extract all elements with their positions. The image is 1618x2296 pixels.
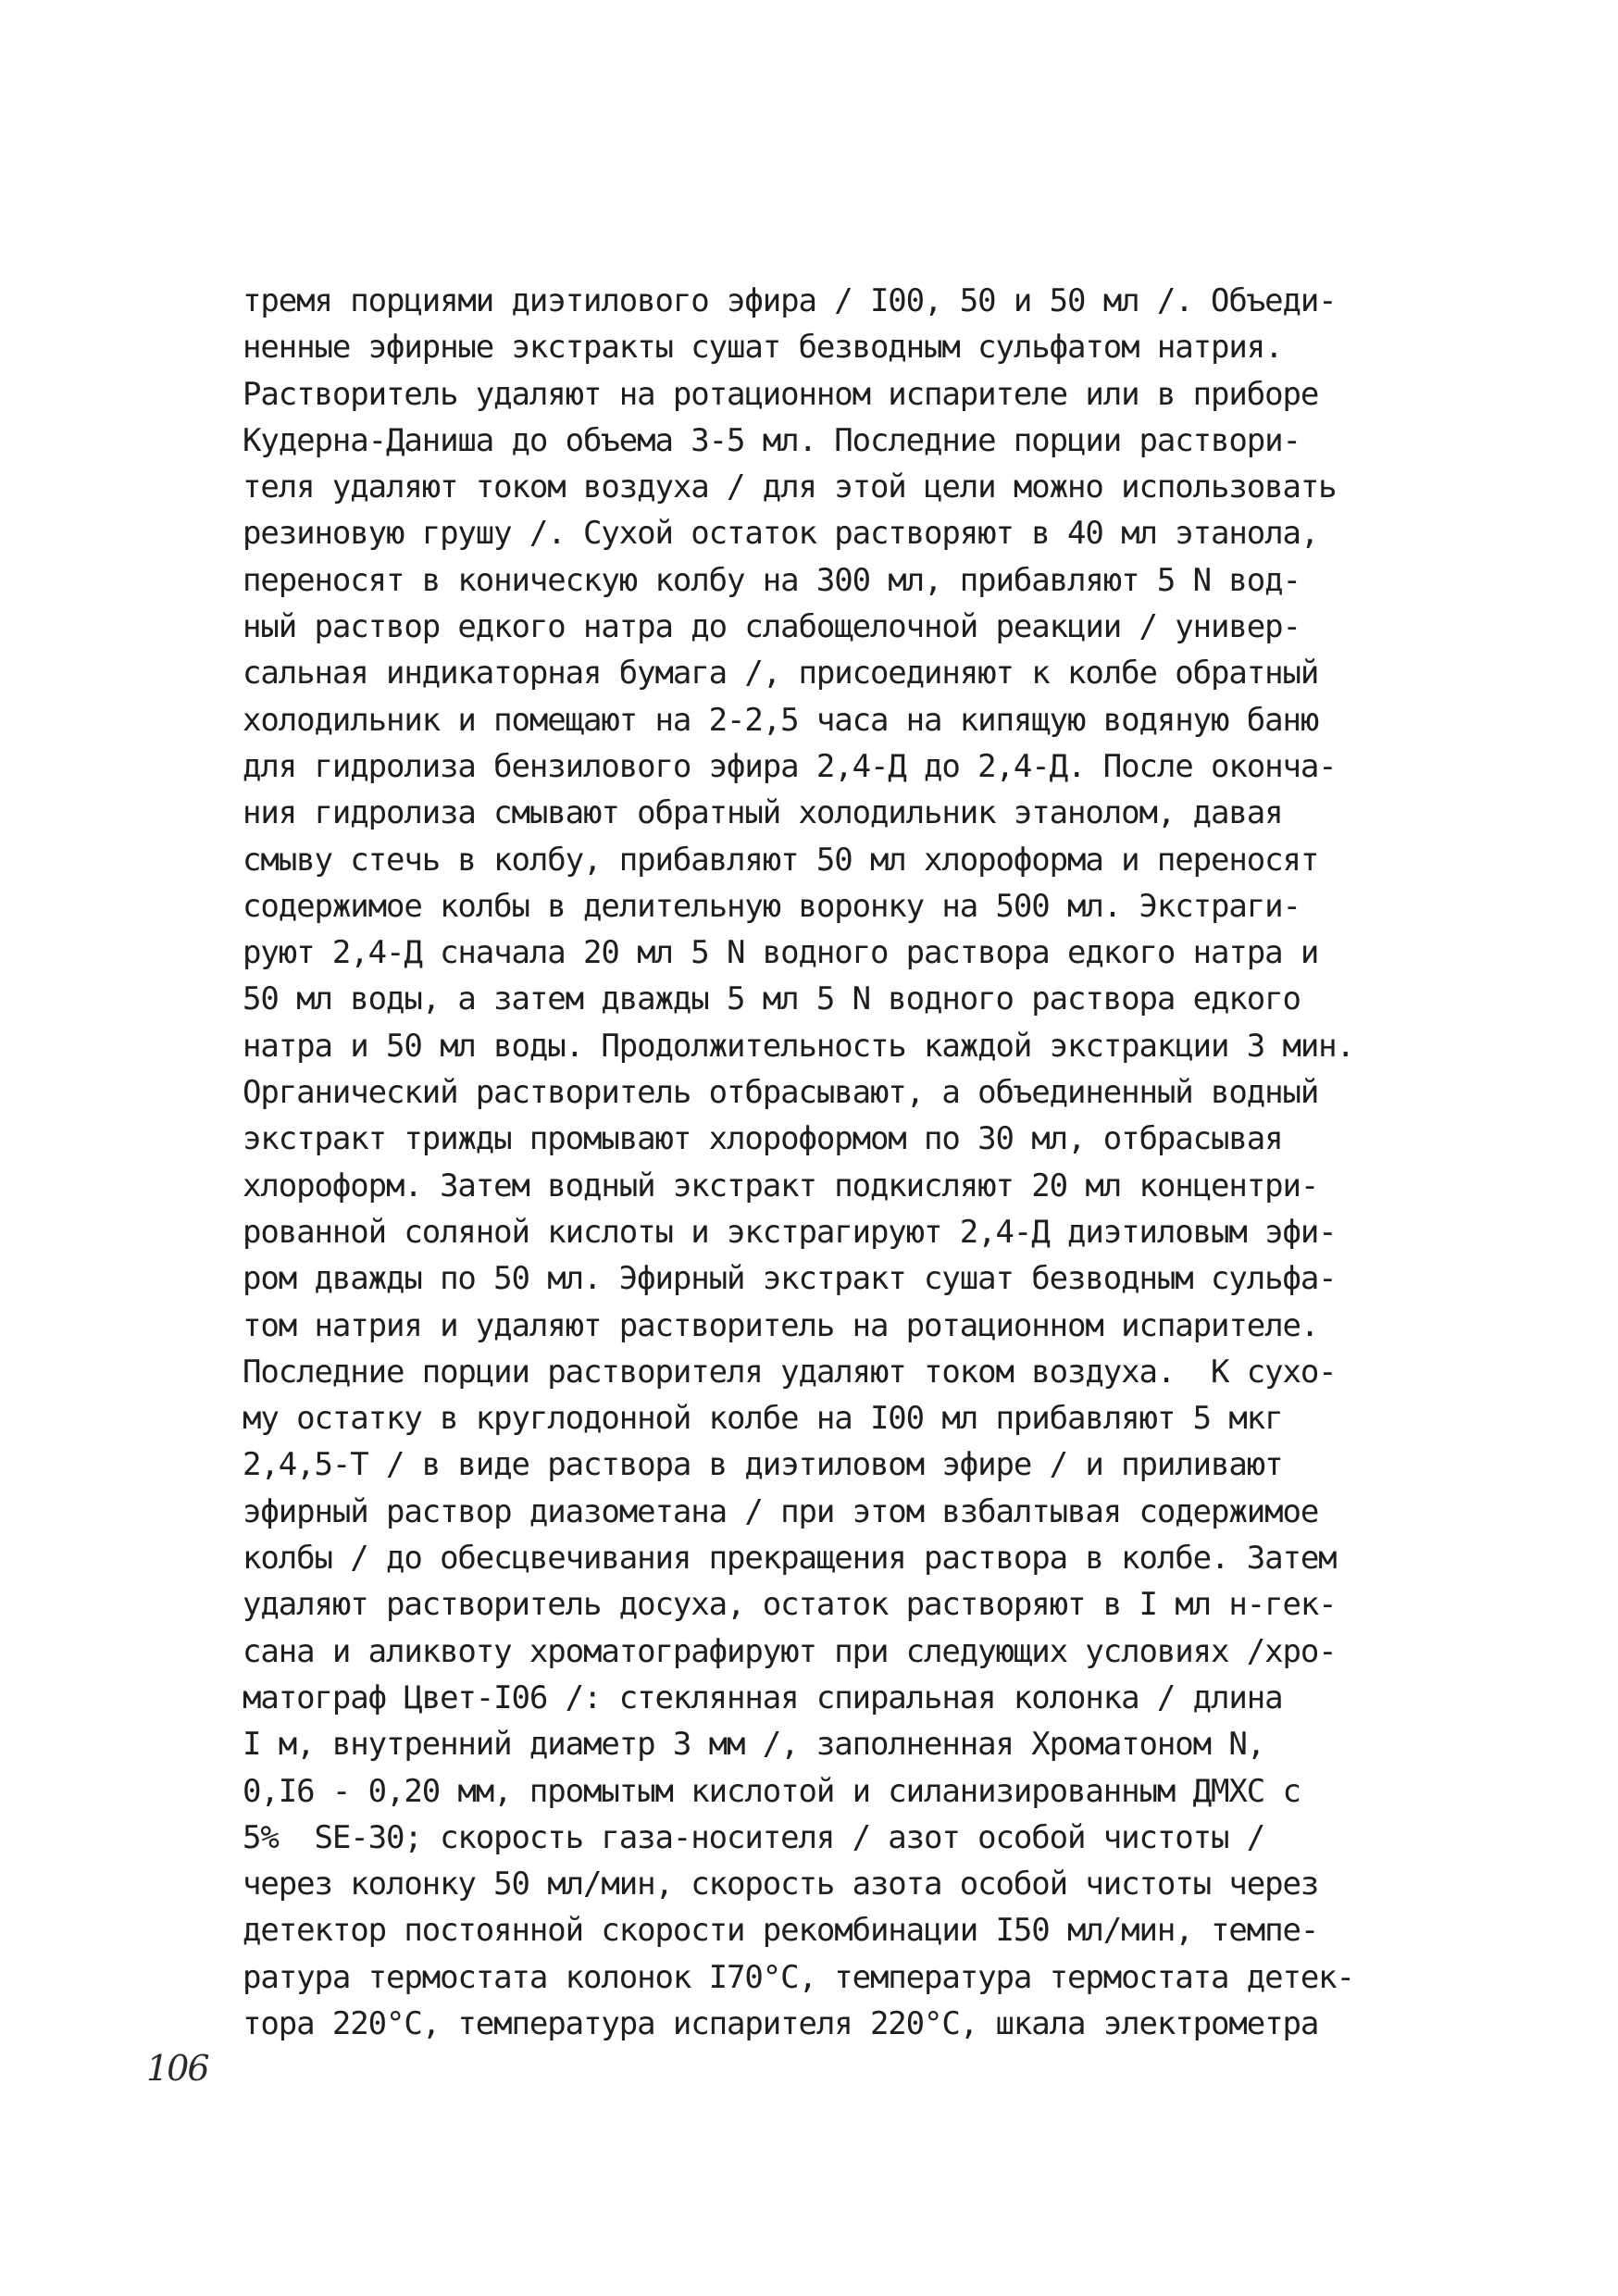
text-line: ратура термостата колонок I70°С, температура термостата детек- — [243, 1958, 1354, 1996]
text-line: тора 220°С, температура испарителя 220°С, шкала электрометра — [243, 2004, 1319, 2042]
text-line: через колонку 50 мл/мин, скорость азота особой чистоты через — [243, 1866, 1319, 1903]
text-line: рованной соляной кислоты и экстрагируют 2,4-Д диэтиловым эфи- — [243, 1213, 1337, 1251]
text-line: удаляют растворитель досуха, остаток растворяют в I мл н-гек- — [243, 1586, 1337, 1624]
text-line: 5% SE-30; скорость газа-носителя / азот особой чистоты / — [243, 1818, 1265, 1856]
text-line: для гидролиза бензилового эфира 2,4-Д до 2,4-Д. После оконча- — [243, 747, 1337, 785]
body-text — [243, 278, 1455, 2047]
text-line: сана и аликвоту хроматографируют при следующих условиях /хро- — [243, 1632, 1337, 1670]
text-line: I м, внутренний диаметр 3 мм /, заполненная Хроматоном N, — [243, 1726, 1265, 1764]
text-line: ненные эфирные экстракты сушат безводным сульфатом натрия. — [243, 329, 1283, 367]
text-line: теля удаляют током воздуха / для этой цели можно использовать — [243, 468, 1337, 506]
text-line: ром дважды по 50 мл. Эфирный экстракт сушат безводным сульфа- — [243, 1260, 1337, 1298]
text-line: Растворитель удаляют на ротационном испарителе или в приборе — [243, 375, 1319, 413]
text-line: содержимое колбы в делительную воронку на 500 мл. Экстраги- — [243, 887, 1301, 925]
text-line: том натрия и удаляют растворитель на ротационном испарителе. — [243, 1306, 1319, 1344]
text-line: хлороформ. Затем водный экстракт подкисляют 20 мл концентри- — [243, 1167, 1319, 1204]
text-line: матограф Цвет-I06 /: стеклянная спиральная колонка / длина — [243, 1678, 1283, 1716]
text-line: руют 2,4-Д сначала 20 мл 5 N водного раствора едкого натра и — [243, 934, 1319, 972]
text-line: детектор постоянной скорости рекомбинации I50 мл/мин, темпе- — [243, 1912, 1319, 1950]
text-line: ный раствор едкого натра до слабощелочной реакции / универ- — [243, 608, 1301, 646]
text-line: натра и 50 мл воды. Продолжительность каждой экстракции 3 мин. — [243, 1027, 1354, 1065]
text-line: Кудерна-Даниша до объема 3-5 мл. Последние порции раствори- — [243, 421, 1301, 459]
text-line: холодильник и помещают на 2-2,5 часа на кипящую водяную баню — [243, 701, 1319, 739]
text-line: эфирный раствор диазометана / при этом взбалтывая содержимое — [243, 1492, 1319, 1530]
text-line: экстракт трижды промывают хлороформом по 30 мл, отбрасывая — [243, 1120, 1283, 1158]
text-line: Органический растворитель отбрасывают, а объединенный водный — [243, 1074, 1319, 1112]
text-line: ния гидролиза смывают обратный холодильник этанолом, давая — [243, 794, 1283, 832]
text-line: резиновую грушу /. Сухой остаток растворяют в 40 мл этанола, — [243, 515, 1319, 553]
text-line: переносят в коническую колбу на 300 мл, прибавляют 5 N вод- — [243, 561, 1301, 599]
text-line: му остатку в круглодонной колбе на I00 мл прибавляют 5 мкг — [243, 1400, 1283, 1438]
text-line: колбы / до обесцвечивания прекращения раствора в колбе. Затем — [243, 1540, 1337, 1578]
text-line: 0,I6 - 0,20 мм, промытым кислотой и силанизированным ДМХС с — [243, 1772, 1301, 1810]
text-line: тремя порциями диэтилового эфира / I00, 50 и 50 мл /. Объеди- — [243, 282, 1337, 319]
text-line: 50 мл воды, а затем дважды 5 мл 5 N водного раствора едкого — [243, 980, 1301, 1018]
text-line: сальная индикаторная бумага /, присоединяют к колбе обратный — [243, 655, 1319, 693]
text-line: Последние порции растворителя удаляют током воздуха. К сухо- — [243, 1353, 1337, 1391]
page-number: 106 — [146, 2048, 208, 2089]
text-line: смыву стечь в колбу, прибавляют 50 мл хлороформа и переносят — [243, 841, 1319, 879]
text-line: 2,4,5-Т / в виде раствора в диэтиловом эфире / и приливают — [243, 1446, 1283, 1484]
